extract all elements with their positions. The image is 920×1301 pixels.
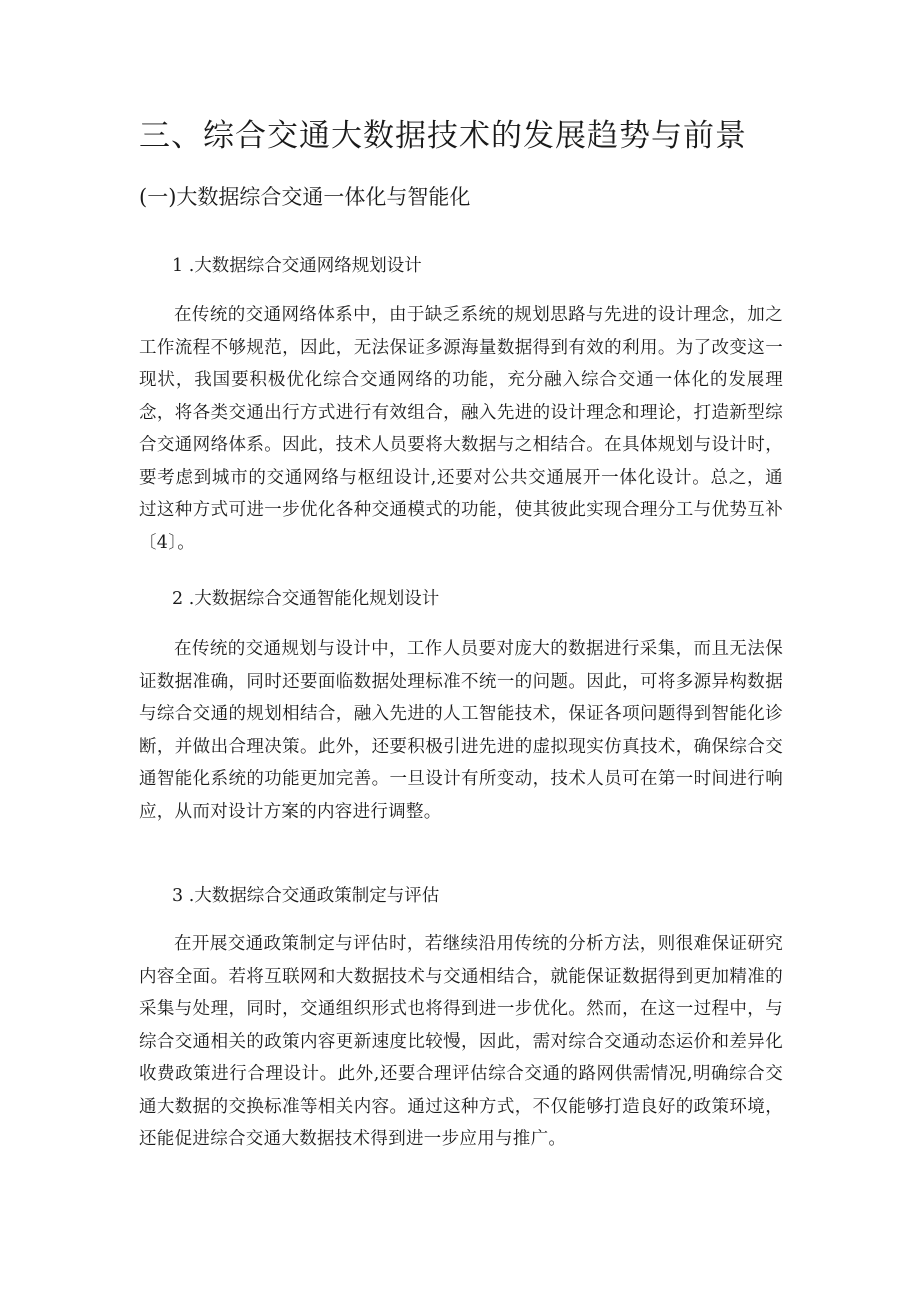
section-title: 三、综合交通大数据技术的发展趋势与前景 — [139, 118, 747, 154]
item-heading-2: 2 .大数据综合交通智能化规划设计 — [172, 589, 440, 609]
item-heading-1: 1 .大数据综合交通网络规划设计 — [172, 256, 422, 276]
item-paragraph-1: 在传统的交通网络体系中，由于缺乏系统的规划思路与先进的设计理念，加之工作流程不够规范，因此，无法保证多源海量数据得到有效的利用。为了改变这一现状，我国要积极优化综合交通网络的功能，充分融入综合交通一体化的发展理念，将各类交通出行方式进行有效组合，融入先进的设计理念和理论，打造新型综合交通网络体系。因此，技术人员要将大数据与之相结合。在具体规划与设计时，要考虑到城市的交通网络与枢纽设计,还要对公共交通展开一体化设计。总之，通过这种方式可进一步优化各种交通模式的功能，使其彼此实现合理分工与优势互补〔4〕。 — [139, 305, 783, 553]
subsection-title: (一)大数据综合交通一体化与智能化 — [139, 185, 471, 209]
item-paragraph-3: 在开展交通政策制定与评估时，若继续沿用传统的分析方法，则很难保证研究内容全面。若将互联网和大数据技术与交通相结合，就能保证数据得到更加精准的采集与处理，同时，交通组织形式也将得到进一步优化。然而，在这一过程中，与综合交通相关的政策内容更新速度比较慢，因此，需对综合交通动态运价和差异化收费政策进行合理设计。此外,还要合理评估综合交通的路网供需情况,明确综合交通大数据的交换标准等相关内容。通过这种方式，不仅能够打造良好的政策环境，还能促进综合交通大数据技术得到进一步应用与推广。 — [139, 934, 783, 1149]
item-paragraph-2: 在传统的交通规划与设计中，工作人员要对庞大的数据进行采集，而且无法保证数据准确，同时还要面临数据处理标准不统一的问题。因此，可将多源异构数据与综合交通的规划相结合，融入先进的人工智能技术，保证各项问题得到智能化诊断，并做出合理决策。此外，还要积极引进先进的虚拟现实仿真技术，确保综合交通智能化系统的功能更加完善。一旦设计有所变动，技术人员可在第一时间进行响应，从而对设计方案的内容进行调整。 — [139, 639, 783, 822]
item-heading-3: 3 .大数据综合交通政策制定与评估 — [172, 886, 440, 906]
